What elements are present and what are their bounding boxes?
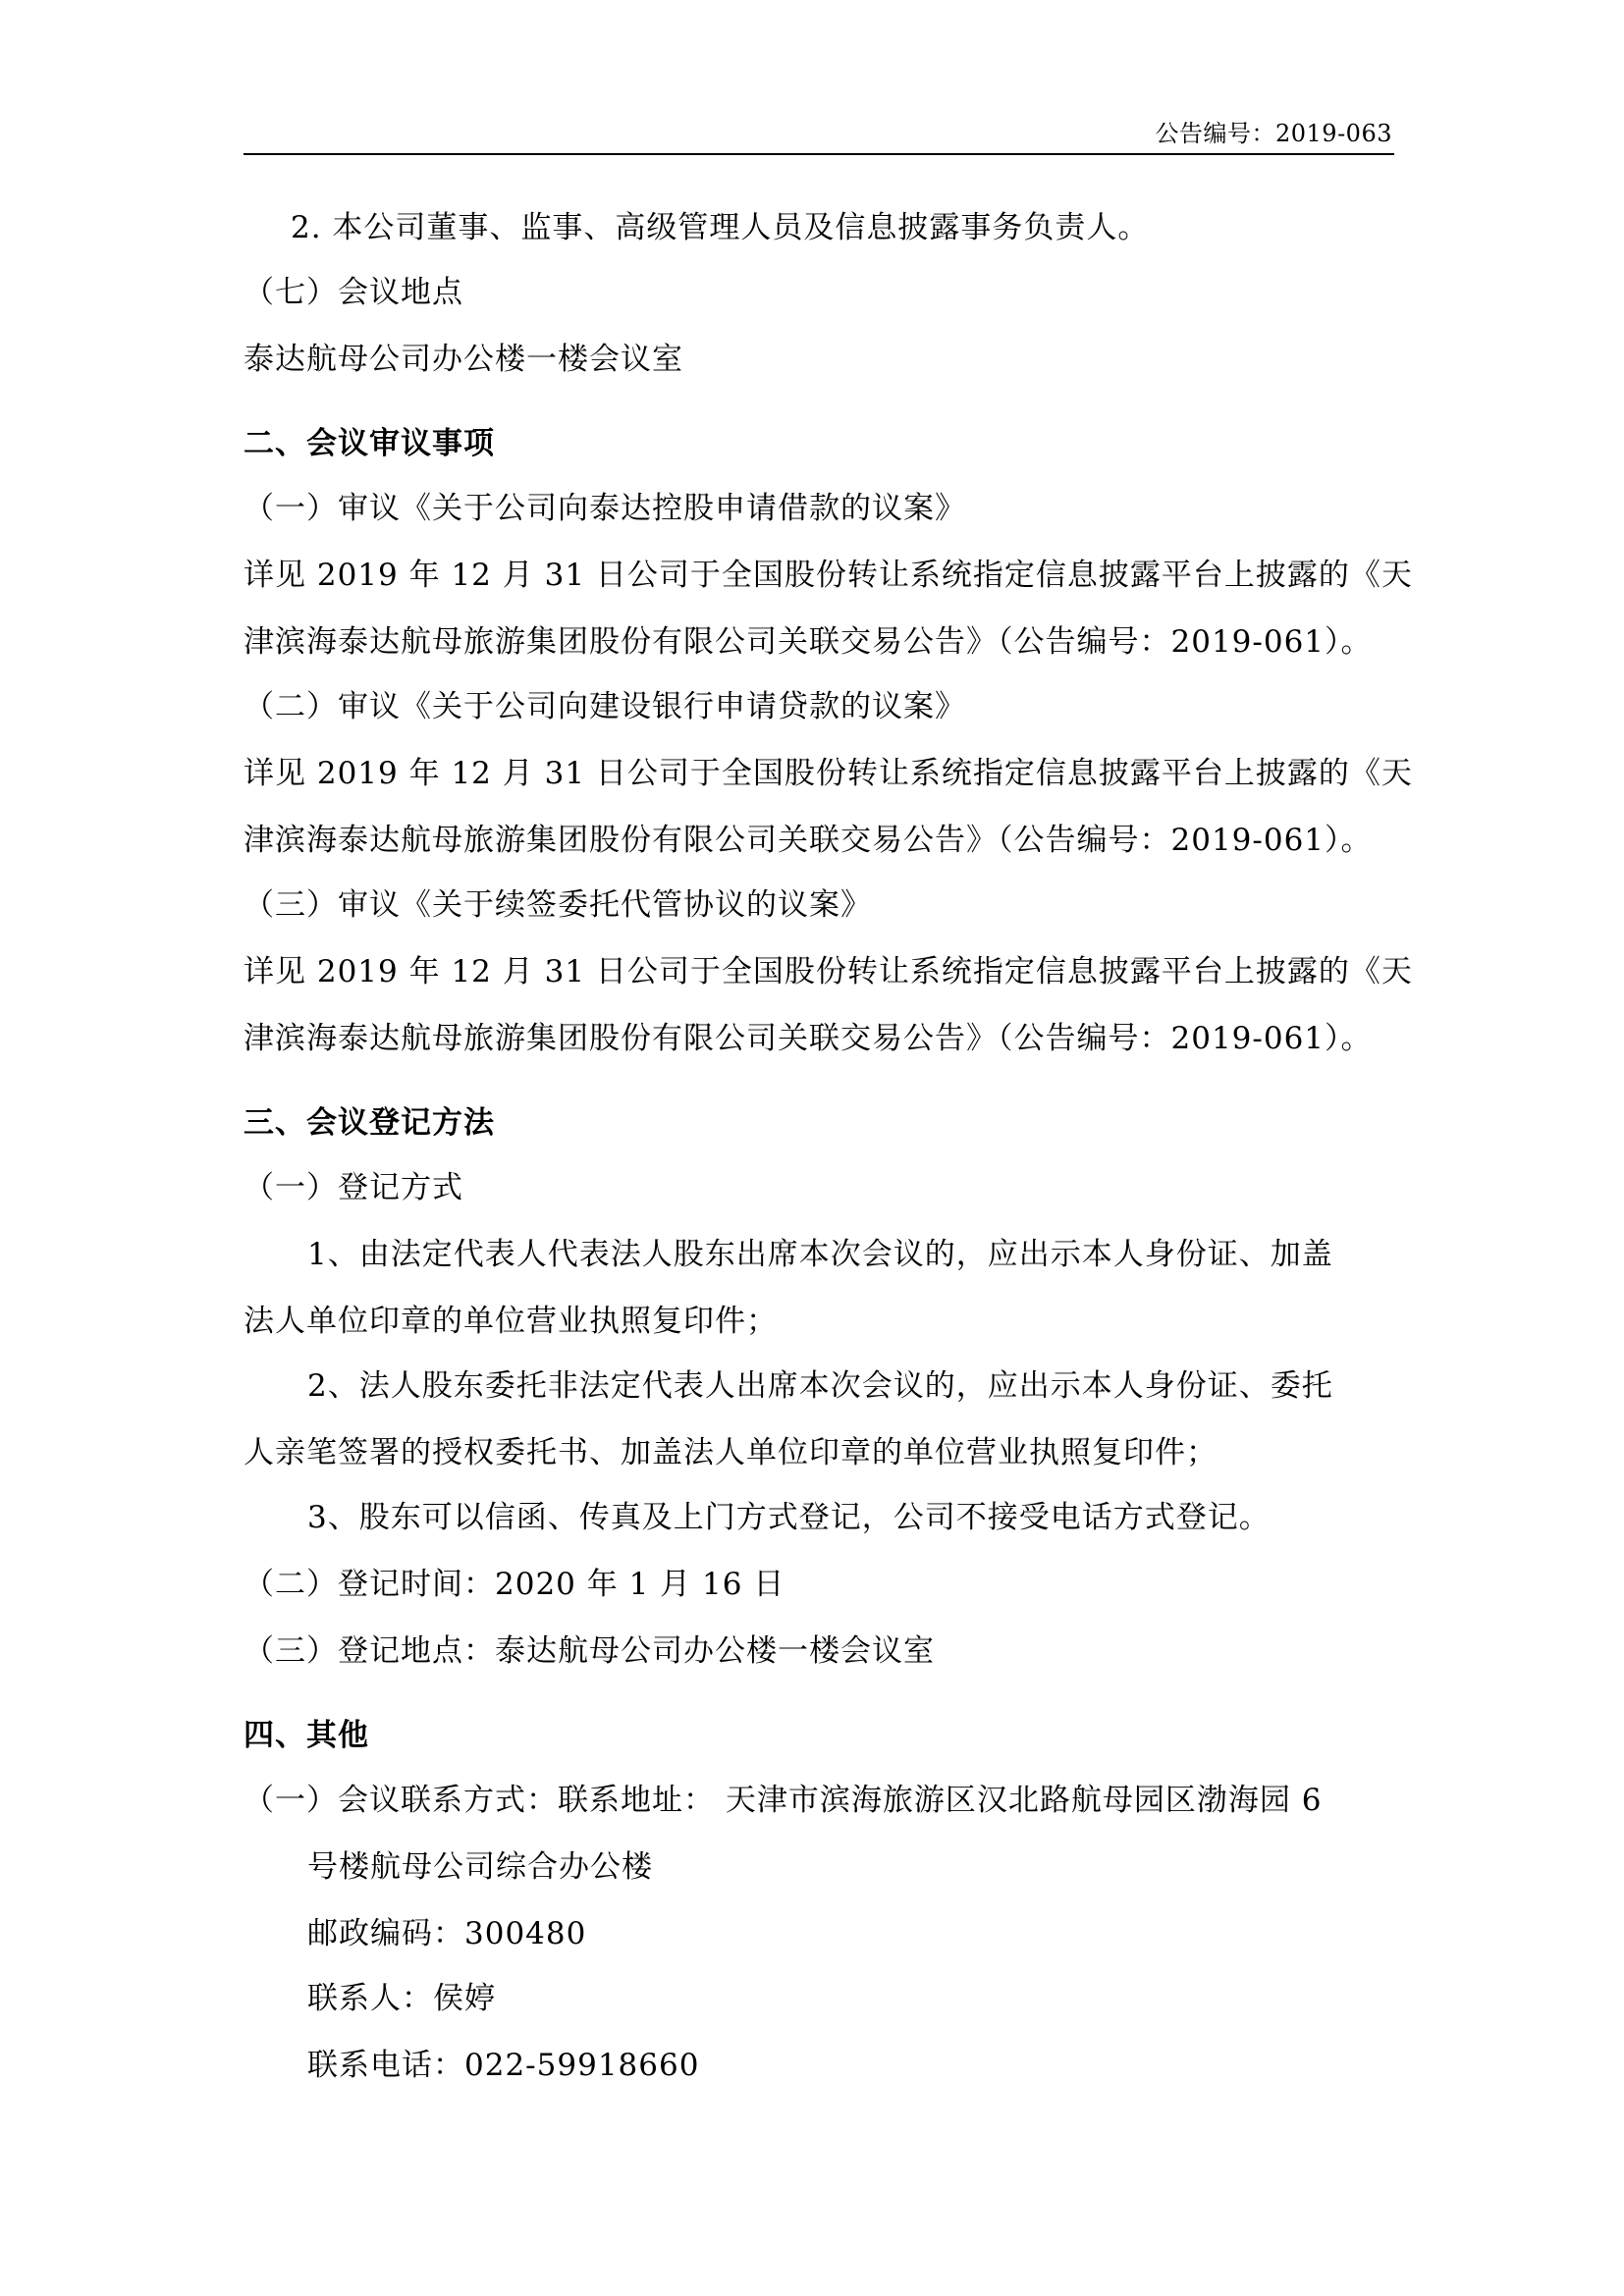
- body-line: 泰达航母公司办公楼一楼会议室: [244, 342, 683, 377]
- body-line: （一）登记方式: [244, 1170, 463, 1205]
- body-line: （三）登记地点：泰达航母公司办公楼一楼会议室: [244, 1633, 935, 1669]
- body-line: 津滨海泰达航母旅游集团股份有限公司关联交易公告》（公告编号：2019-061）。: [244, 1021, 1373, 1056]
- body-line: （二）登记时间：2020 年 1 月 16 日: [244, 1567, 785, 1602]
- section-heading: 二、会议审议事项: [244, 426, 495, 461]
- body-line: 详见 2019 年 12 月 31 日公司于全国股份转让系统指定信息披露平台上披露的《天: [244, 756, 1413, 791]
- body-line: （一）会议联系方式：联系地址： 天津市滨海旅游区汉北路航母园区渤海园 6: [244, 1783, 1323, 1818]
- header-announcement-no: 公告编号：2019-063: [1155, 120, 1392, 147]
- body-line: 号楼航母公司综合办公楼: [307, 1849, 653, 1885]
- body-line: （一）审议《关于公司向泰达控股申请借款的议案》: [244, 491, 966, 526]
- body-line: 2、法人股东委托非法定代表人出席本次会议的，应出示本人身份证、委托: [307, 1368, 1333, 1404]
- body-line: 3、股东可以信函、传真及上门方式登记，公司不接受电话方式登记。: [307, 1500, 1271, 1535]
- body-line: 联系电话：022-59918660: [307, 2048, 700, 2083]
- body-line: 详见 2019 年 12 月 31 日公司于全国股份转让系统指定信息披露平台上披露的《天: [244, 954, 1413, 989]
- body-line: 津滨海泰达航母旅游集团股份有限公司关联交易公告》（公告编号：2019-061）。: [244, 823, 1373, 858]
- body-line: （七）会议地点: [244, 275, 463, 310]
- body-line: 法人单位印章的单位营业执照复印件；: [244, 1304, 778, 1339]
- header-rule: [244, 153, 1394, 155]
- body-line: 1、由法定代表人代表法人股东出席本次会议的，应出示本人身份证、加盖: [307, 1237, 1333, 1272]
- body-line: 人亲笔签署的授权委托书、加盖法人单位印章的单位营业执照复印件；: [244, 1435, 1218, 1470]
- body-line: 2. 本公司董事、监事、高级管理人员及信息披露事务负责人。: [291, 210, 1150, 245]
- section-heading: 三、会议登记方法: [244, 1105, 495, 1141]
- section-heading: 四、其他: [244, 1718, 369, 1753]
- body-line: 联系人：侯婷: [307, 1981, 496, 2016]
- body-line: （二）审议《关于公司向建设银行申请贷款的议案》: [244, 689, 966, 724]
- body-line: （三）审议《关于续签委托代管协议的议案》: [244, 887, 872, 923]
- body-line: 津滨海泰达航母旅游集团股份有限公司关联交易公告》（公告编号：2019-061）。: [244, 624, 1373, 660]
- body-line: 详见 2019 年 12 月 31 日公司于全国股份转让系统指定信息披露平台上披露的《天: [244, 558, 1413, 593]
- body-line: 邮政编码：300480: [307, 1916, 587, 1951]
